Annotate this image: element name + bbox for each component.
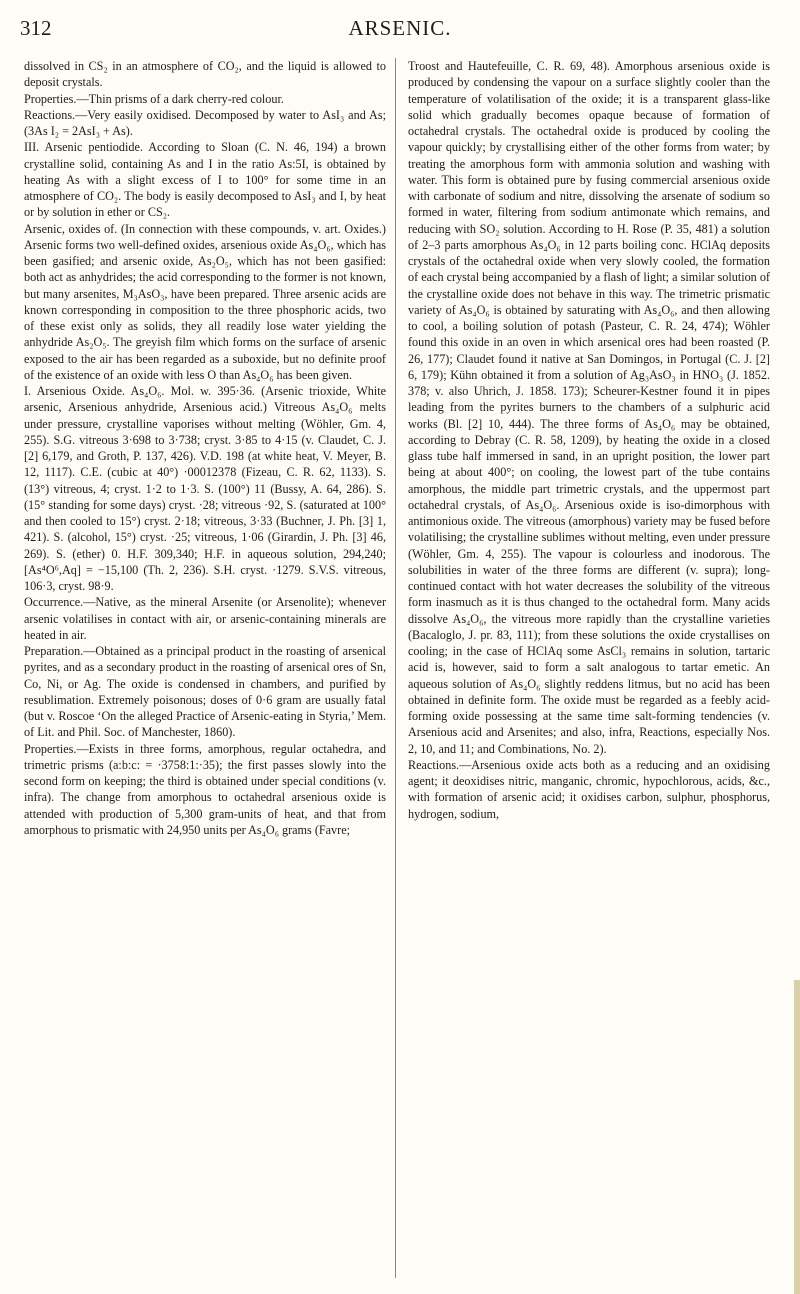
paragraph: Arsenic, oxides of. (In connection with these compounds, v. art. Oxides.) Arsenic forms two well-defined oxides, arsenious oxide As₄O₆, which has been gasified; and arsenic oxide, As₂O₅, which has not been gasified: both act as anhydrides; the acid corresponding to the former is not known, but many arsenites, M₃AsO₃, have been prepared. Three arsenic acids are known corresponding in composition to the three phosphoric acids, two of these exist only as solids, they all readily lose water yielding the anhydride As₂O₅. The greyish film which forms on the surface of arsenic exposed to the air has been regarded as a suboxide, but no definite proof of the existence of an oxide with less O than As₄O₆ has been given. [24,221,386,382]
paragraph: I. Arsenious Oxide. As₄O₆. Mol. w. 395·36. (Arsenic trioxide, White arsenic, Arsenious anhydride, Arsenious acid.) Vitreous As₄O₆ melts under pressure, crystalline vaporises without melting (Wöhler, Gm. 4, 255). S.G. vitreous 3·698 to 3·738; cryst. 3·85 to 4·15 (v. Claudet, C. J. [2] 6,179, and Groth, P. 137, 426). V.D. 198 (at white heat, V. Meyer, B. 12, 1117). C.E. (cubic at 40°) ·00012378 (Fizeau, C. R. 62, 1133). S. (13°) vitreous, 4; cryst. 1·2 to 1·3. S. (100°) 11 (Bussy, A. 64, 286). S. (15° standing for some days) cryst. ·28; vitreous ·92, S. (saturated at 100° and then cooled to 15°) cryst. 2·18; vitreous, 3·33 (Buchner, J. Ph. [3] 1, 421). S. (alcohol, 15°) cryst. ·25; vitreous, 1·06 (Girardin, J. Ph. [3] 46, 269). S. (ether) 0. H.F. 309,340; H.F. in aqueous solution, 294,240; [As⁴O⁶,Aq] = −15,100 (Th. 2, 236). S.H. cryst. ·1279. S.V.S. vitreous, 106·3, cryst. 98·9. [24,384,386,593]
left-column [24,58,386,838]
page-edge [794,980,800,1294]
paragraph: Reactions.—Arsenious oxide acts both as a reducing and an oxidising agent; it deoxidises nitric, manganic, chromic, hypochlorous, acids, &c., with formation of arsenic acid; it oxidises carbon, sulphur, phosphorus, hydrogen, sodium, [408,757,770,821]
paragraph: Reactions.—Very easily oxidised. Decomposed by water to AsI₃ and As; (3As I₂ = 2AsI₃ + As). [24,107,386,138]
page-header [0,14,800,44]
paragraph: Properties.—Thin prisms of a dark cherry-red colour. [24,91,284,106]
paragraph: III. Arsenic pentiodide. According to Sloan (C. N. 46, 194) a brown crystalline solid, containing As and I in the ratio As:5I, is obtained by heating As with a slight excess of I to 100° for some time in an atmosphere of CO₂. The body is easily decomposed to AsI₃ and I, by heat or by solution in ether or CS₂. [24,140,386,220]
page-number: 312 [20,16,52,40]
running-title: ARSENIC. [348,16,452,40]
paragraph: Occurrence.—Native, as the mineral Arsenite (or Arsenolite); whenever arsenic volatilises in contact with air, or arsenic-containing minerals are heated in air. [24,595,386,642]
paragraph: Preparation.—Obtained as a principal product in the roasting of arsenical pyrites, and as a secondary product in the roasting of arsenical ores of Sn, Co, Ni, or Ag. The oxide is condensed in chambers, and purified by resublimation. Extremely poisonous; doses of 0·6 gram are usually fatal (but v. Roscoe ‘On the alleged Practice of Arsenic-eating in Styria,’ Mem. of Lit. and Phil. Soc. of Manchester, 1860). [24,644,386,740]
column-divider [395,58,396,1278]
right-column [408,58,770,822]
paragraph: Troost and Hautefeuille, C. R. 69, 48). Amorphous arsenious oxide is produced by condensing the vapour on a surface slightly cooler than the temperature of volatilisation of the oxide; it is a transparent glass-like solid which gradually becomes opaque because of formation of octahedral crystals. The octahedral oxide is produced by cooling the vapour quickly; by crystallising either of the other forms from water; by treating the amorphous form with ammonia solution and washing with water. This form is obtained pure by fusing commercial arsenious oxide with carbonate of sodium and nitre, dissolving the arsenate of sodium so formed in water, filtering from sodium antimonate which remains, and reducing with SO₂ solution. According to H. Rose (P. 35, 481) a solution of 2–3 parts amorphous As₄O₆ in 12 parts boiling conc. HClAq deposits crystals of the octahedral oxide when very slowly cooled, the formation of each crystal being accompanied by a flash of light; a similar solution of the crystalline oxide does not behave in this way. The trimetric prismatic variety of As₄O₆ is obtained by saturating with As₄O₆, and then allowing to cool, a boiling solution of potash (Pasteur, C. R. 24, 474); Wöhler found this oxide in an oven in which arsenical ores had been roasted (P. 26, 177); Claudet found it native at San Domingos, in Portugal (C. J. [2] 6, 179); Kühn obtained it from a solution of Ag₃AsO₃ in HNO₃ (J. 1852. 378; v. also Uhrich, J. 1858. 173); Scheurer-Kestner found it in pipes leading from the pyrites burners to the chambers of a sulphuric acid works (Bl. [2] 10, 444). The three forms of As₄O₆ may be obtained, according to Debray (C. R. 58, 1209), by heating the oxide in a closed glass tube half immersed in sand, in an upright position, the lower part being at about 400°; on cooling, the lowest part of the tube contains amorphous, the middle part trimetric crystals, and the uppermost part octahedral crystals, of As₄O₆. Arsenious oxide is iso-dimorphous with antimonious oxide. The vitreous (amorphous) variety may be fused before volatilising; the crystalline sublimes without melting, even under pressure (Wöhler, Gm. 4, 255). The vapour is colourless and inodorous. The solubilities in water of the three forms are different (v. supra); long-continued contact with hot water decreases the solubility of the vitreous form inasmuch as it is thus changed to the octahedral form. Many acids dissolve As₄O₆, the vitreous more rapidly than the crystalline varieties (Bacaloglo, J. pr. 83, 111); from these solutions the oxide crystallises on cooling; in the case of HClAq some AsCl₃ remains in solution, tartaric acid is, however, said to form a salt analogous to tartar emetic. An aqueous solution of As₄O₆ slightly reddens litmus, but no acid has been obtained in definite form. The oxide must be regarded as a feebly acid-forming oxide possessing at the same time salt-forming tendencies (v. Arsenious acid and Arsenites; and also, infra, Reactions, especially Nos. 2, 10, and 11; and Combinations, No. 2). [408,59,770,756]
paragraph: Properties.—Exists in three forms, amorphous, regular octahedra, and trimetric prisms (a:b:c: = ·3758:1:·35); the first passes slowly into the second form on keeping; the third is obtained under special conditions (v. infra). The change from amorphous to octahedral arsenious oxide is attended with production of 5,300 gram-units of heat, and that from amorphous to prismatic with 24,950 units per As₄O₆ grams (Favre; [24,741,386,837]
paragraph: dissolved in CS₂ in an atmosphere of CO₂, and the liquid is allowed to deposit crystals. [24,59,386,90]
